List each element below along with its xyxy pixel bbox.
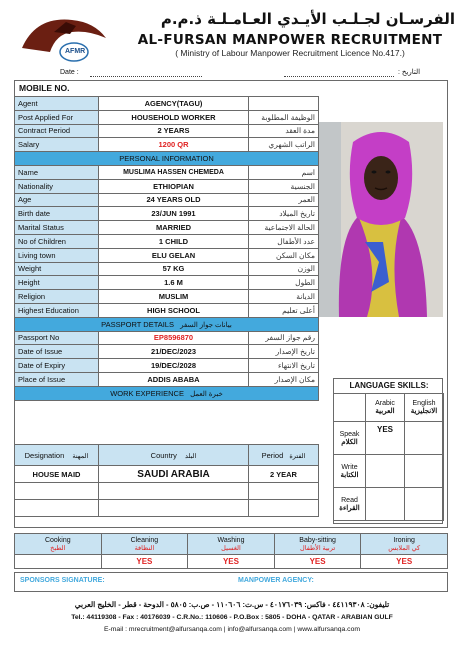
personal-row: [15, 262, 319, 276]
arabic-company-title: الفرسـان لجـلـب الأيـدي العـامـلـة ذ.م.م: [160, 10, 455, 28]
personal-row-value: 57 KG: [99, 262, 249, 276]
work-country: SAUDI ARABIA: [99, 466, 249, 483]
speak-label-ar: الكلام: [341, 438, 358, 446]
date-label: Date :: [60, 69, 79, 76]
job-row-label-ar: مدة العقد: [249, 124, 319, 138]
skill-header: [361, 534, 448, 555]
personal-row-label-ar: العمر: [249, 193, 319, 207]
passport-row-value: EP8596870: [99, 331, 249, 345]
skill-label: Washing: [217, 536, 245, 544]
personal-row-value: MUSLIM: [99, 290, 249, 304]
footer-contact-line: Tel.: 44119308 - Fax : 40176039 - C.R.No.: 110606 - P.O.Box : 5805 - DOHA - QATAR - ARABIAN GULF: [71, 614, 393, 621]
skill-label-ar: الغسيل: [221, 544, 241, 552]
designation-col-label: Designation: [24, 450, 65, 460]
job-row: [15, 138, 319, 152]
personal-row-value: 23/JUN 1991: [99, 207, 249, 221]
manpower-agency-label: MANPOWER AGENCY:: [238, 577, 314, 584]
personal-row: [15, 193, 319, 207]
country-col-label-ar: البلد: [185, 452, 197, 460]
personal-row: [15, 276, 319, 290]
personal-info-header: PERSONAL INFORMATION: [15, 152, 319, 166]
personal-row-value: ETHIOPIAN: [99, 179, 249, 193]
skills-value-row: [15, 555, 448, 569]
personal-row-value: 1 CHILD: [99, 234, 249, 248]
personal-row-value: HIGH SCHOOL: [99, 303, 249, 317]
personal-row-value: 1.6 M: [99, 276, 249, 290]
personal-row-label: Highest Education: [15, 303, 99, 317]
date-dotted-line-ar: [284, 76, 394, 77]
passport-header-ar: بيانات جواز السفر: [180, 321, 232, 329]
arabic-col-label-ar: العربية: [375, 408, 395, 415]
personal-row-value: MUSLIMA HASSEN CHEMEDA: [99, 165, 249, 179]
job-row-value: HOUSEHOLD WORKER: [99, 110, 249, 124]
personal-row-label-ar: الجنسية: [249, 179, 319, 193]
skill-value: YES: [361, 555, 448, 569]
personal-row-label-ar: أعلى تعليم: [249, 303, 319, 317]
personal-row-label-ar: الطول: [249, 276, 319, 290]
personal-row-label: Weight: [15, 262, 99, 276]
job-row-label: Salary: [15, 138, 99, 152]
passport-row-label-ar: مكان الإصدار: [249, 372, 319, 386]
job-row-label: Contract Period: [15, 124, 99, 138]
job-row-label-ar: [249, 97, 319, 111]
period-col-label: Period: [261, 450, 284, 460]
personal-row-label-ar: الديانة: [249, 290, 319, 304]
write-label: Write: [341, 463, 358, 471]
job-row-value: 2 YEARS: [99, 124, 249, 138]
job-row-label-ar: الوظيفة المطلوبة: [249, 110, 319, 124]
passport-row-label-ar: تاريخ الإصدار: [249, 345, 319, 359]
work-row-empty: [15, 483, 319, 500]
skill-label: Ironing: [393, 536, 415, 544]
skill-value: YES: [101, 555, 188, 569]
passport-row-value: ADDIS ABABA: [99, 372, 249, 386]
passport-row-value: 19/DEC/2028: [99, 359, 249, 373]
write-label-ar: الكتابة: [340, 471, 359, 479]
skill-label-ar: النظافة: [134, 544, 155, 552]
personal-row: [15, 207, 319, 221]
skill-header: [101, 534, 188, 555]
applicant-info-table: [14, 96, 319, 401]
designation-col-label-ar: المهنة: [72, 452, 89, 460]
skills-table: [14, 533, 448, 569]
personal-row-label: Birth date: [15, 207, 99, 221]
passport-row-label: Place of Issue: [15, 372, 99, 386]
job-row: [15, 97, 319, 111]
personal-row-value: 24 YEARS OLD: [99, 193, 249, 207]
language-skills-title: LANGUAGE SKILLS:: [349, 381, 429, 390]
job-row-label: Agent: [15, 97, 99, 111]
passport-row: [15, 331, 319, 345]
skill-header: [15, 534, 102, 555]
personal-row-label: Religion: [15, 290, 99, 304]
language-header-row: [334, 394, 444, 422]
licence-subtitle: ( Ministry of Labour Manpower Recruitment Licence No.417.): [175, 48, 405, 58]
personal-row: [15, 234, 319, 248]
personal-row-label-ar: الحالة الاجتماعية: [249, 221, 319, 235]
date-label-ar: : التاريخ: [398, 69, 421, 76]
logo-text: AFMR: [65, 48, 86, 55]
work-experience-header-ar: خبرة العمل: [190, 390, 223, 398]
passport-row-label: Passport No: [15, 331, 99, 345]
passport-header-row: [15, 317, 319, 331]
work-row-empty: [15, 500, 319, 517]
speak-label: Speak: [339, 430, 360, 438]
passport-header: PASSPORT DETAILS: [101, 319, 174, 329]
skill-label-ar: تربية الأطفال: [300, 544, 336, 552]
personal-row: [15, 179, 319, 193]
english-col-label-ar: الانجليزية: [410, 408, 438, 415]
skill-value: [15, 555, 102, 569]
passport-row-value: 21/DEC/2023: [99, 345, 249, 359]
footer-email-line: E-mail : mrecruitment@alfursanqa.com | info@alfursanqa.com | www.alfursanqa.com: [103, 626, 361, 633]
personal-row-label: Marital Status: [15, 221, 99, 235]
skill-header: [274, 534, 361, 555]
english-col-label: English: [412, 400, 436, 407]
personal-row: [15, 221, 319, 235]
skill-label: Cooking: [44, 536, 71, 544]
write-row: [334, 455, 444, 488]
candidate-photo: [319, 122, 443, 317]
read-row: [334, 488, 444, 521]
work-header-row: [15, 445, 319, 466]
personal-row-label-ar: تاريخ الميلاد: [249, 207, 319, 221]
company-logo: [14, 8, 122, 64]
job-row-label-ar: الراتب الشهري: [249, 138, 319, 152]
job-row: [15, 110, 319, 124]
work-experience-header-row: [15, 386, 319, 400]
job-row: [15, 124, 319, 138]
english-company-title: AL-FURSAN MANPOWER RECRUITMENT: [137, 32, 443, 48]
skills-header-row: [15, 534, 448, 555]
personal-row-value: ELU GELAN: [99, 248, 249, 262]
date-dotted-line: [90, 76, 202, 77]
personal-row: [15, 165, 319, 179]
work-experience-header: WORK EXPERIENCE: [110, 388, 184, 398]
job-row-value: 1200 QR: [99, 138, 249, 152]
skill-label-ar: الطبخ: [50, 544, 66, 552]
skill-value: YES: [274, 555, 361, 569]
personal-row-label: Name: [15, 165, 99, 179]
job-row-value: AGENCY(TAGU): [99, 97, 249, 111]
footer-arabic: تليفون: ٤٤١١٩٣٠٨ - فاكس: ٤٠١٧٦٠٣٩ - س.ت: ١١٠٦٠٦ - ص.ب: ٥٨٠٥ - الدوحة - قطر - الخليج العربي: [74, 600, 390, 609]
skill-label-ar: كي الملابس: [388, 544, 421, 552]
skill-value: YES: [188, 555, 275, 569]
personal-info-header-row: [15, 152, 319, 166]
read-label-ar: القراءة: [339, 504, 360, 512]
skill-header: [188, 534, 275, 555]
personal-row-label: Age: [15, 193, 99, 207]
personal-row-label-ar: اسم: [249, 165, 319, 179]
passport-row-label-ar: رقم جواز السفر: [249, 331, 319, 345]
passport-row-label: Date of Issue: [15, 345, 99, 359]
work-designation: HOUSE MAID: [15, 466, 99, 483]
skill-label: Cleaning: [130, 536, 159, 544]
country-col-label: Country: [150, 450, 177, 460]
passport-row: [15, 372, 319, 386]
job-row-label: Post Applied For: [15, 110, 99, 124]
language-skills-table: [333, 393, 444, 521]
personal-row-label: Living town: [15, 248, 99, 262]
work-experience-table: [14, 444, 319, 517]
personal-row-label: No of Children: [15, 234, 99, 248]
personal-row-label: Height: [15, 276, 99, 290]
personal-row: [15, 303, 319, 317]
passport-row-label: Date of Expiry: [15, 359, 99, 373]
date-row: [14, 67, 450, 79]
period-col-label-ar: الفترة: [289, 452, 306, 460]
read-label: Read: [341, 496, 358, 504]
arabic-col-label: Arabic: [375, 400, 395, 407]
personal-row-label-ar: عدد الأطفال: [249, 234, 319, 248]
speak-row: [334, 422, 444, 455]
work-row: [15, 466, 319, 483]
personal-row: [15, 248, 319, 262]
work-period: 2 YEAR: [249, 466, 319, 483]
passport-row: [15, 345, 319, 359]
personal-row-label-ar: مكان السكن: [249, 248, 319, 262]
speak-arabic-value: YES: [366, 422, 405, 455]
passport-row: [15, 359, 319, 373]
passport-row-label-ar: تاريخ الانتهاء: [249, 359, 319, 373]
personal-row-label-ar: الوزن: [249, 262, 319, 276]
sponsor-signature-label: SPONSORS SIGNATURE:: [20, 577, 105, 584]
mobile-label: MOBILE NO.: [19, 83, 70, 93]
personal-row: [15, 290, 319, 304]
skill-label: Baby-sitting: [299, 536, 336, 544]
personal-row-value: MARRIED: [99, 221, 249, 235]
personal-row-label: Nationality: [15, 179, 99, 193]
